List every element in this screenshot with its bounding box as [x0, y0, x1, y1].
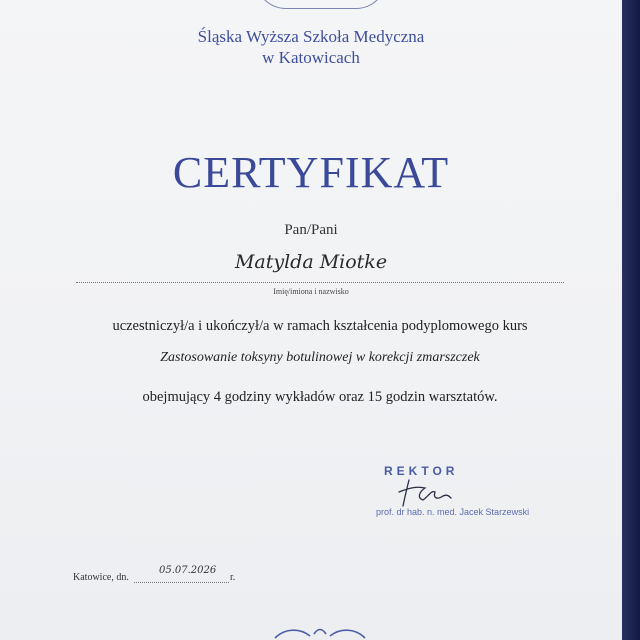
issue-date: 05.07.2026 — [159, 565, 217, 576]
school-name-line1: Śląska Wyższa Szkoła Medyczna — [197, 27, 425, 46]
certificate-title: CERTYFIKAT — [172, 148, 450, 197]
hours-text: obejmujący 4 godziny wykładów oraz 15 godzin warsztatów. — [142, 389, 498, 405]
university-seal — [255, 0, 387, 9]
date-suffix: r. — [230, 572, 236, 583]
salutation: Pan/Pani — [284, 222, 338, 238]
certificate-cover-edge — [622, 0, 640, 640]
recipient-name: Matylda Miotke — [234, 251, 388, 273]
rector-name: prof. dr hab. n. med. Jacek Starzewski — [376, 507, 530, 517]
rector-signature — [395, 474, 455, 510]
bottom-ornament — [270, 626, 370, 640]
course-title: Zastosowanie toksyny botulinowej w korekcji zmarszczek — [160, 350, 480, 365]
date-dotted-line — [134, 582, 229, 583]
name-dotted-line — [76, 282, 564, 283]
name-caption: Imię/imiona i nazwisko — [273, 287, 349, 296]
completion-text: uczestniczył/a i ukończył/a w ramach kształcenia podyplomowego kurs — [112, 318, 528, 334]
place-label: Katowice, dn. — [73, 572, 129, 583]
rektor-title: REKTOR — [384, 464, 459, 478]
school-name-line2: w Katowicach — [262, 48, 360, 67]
